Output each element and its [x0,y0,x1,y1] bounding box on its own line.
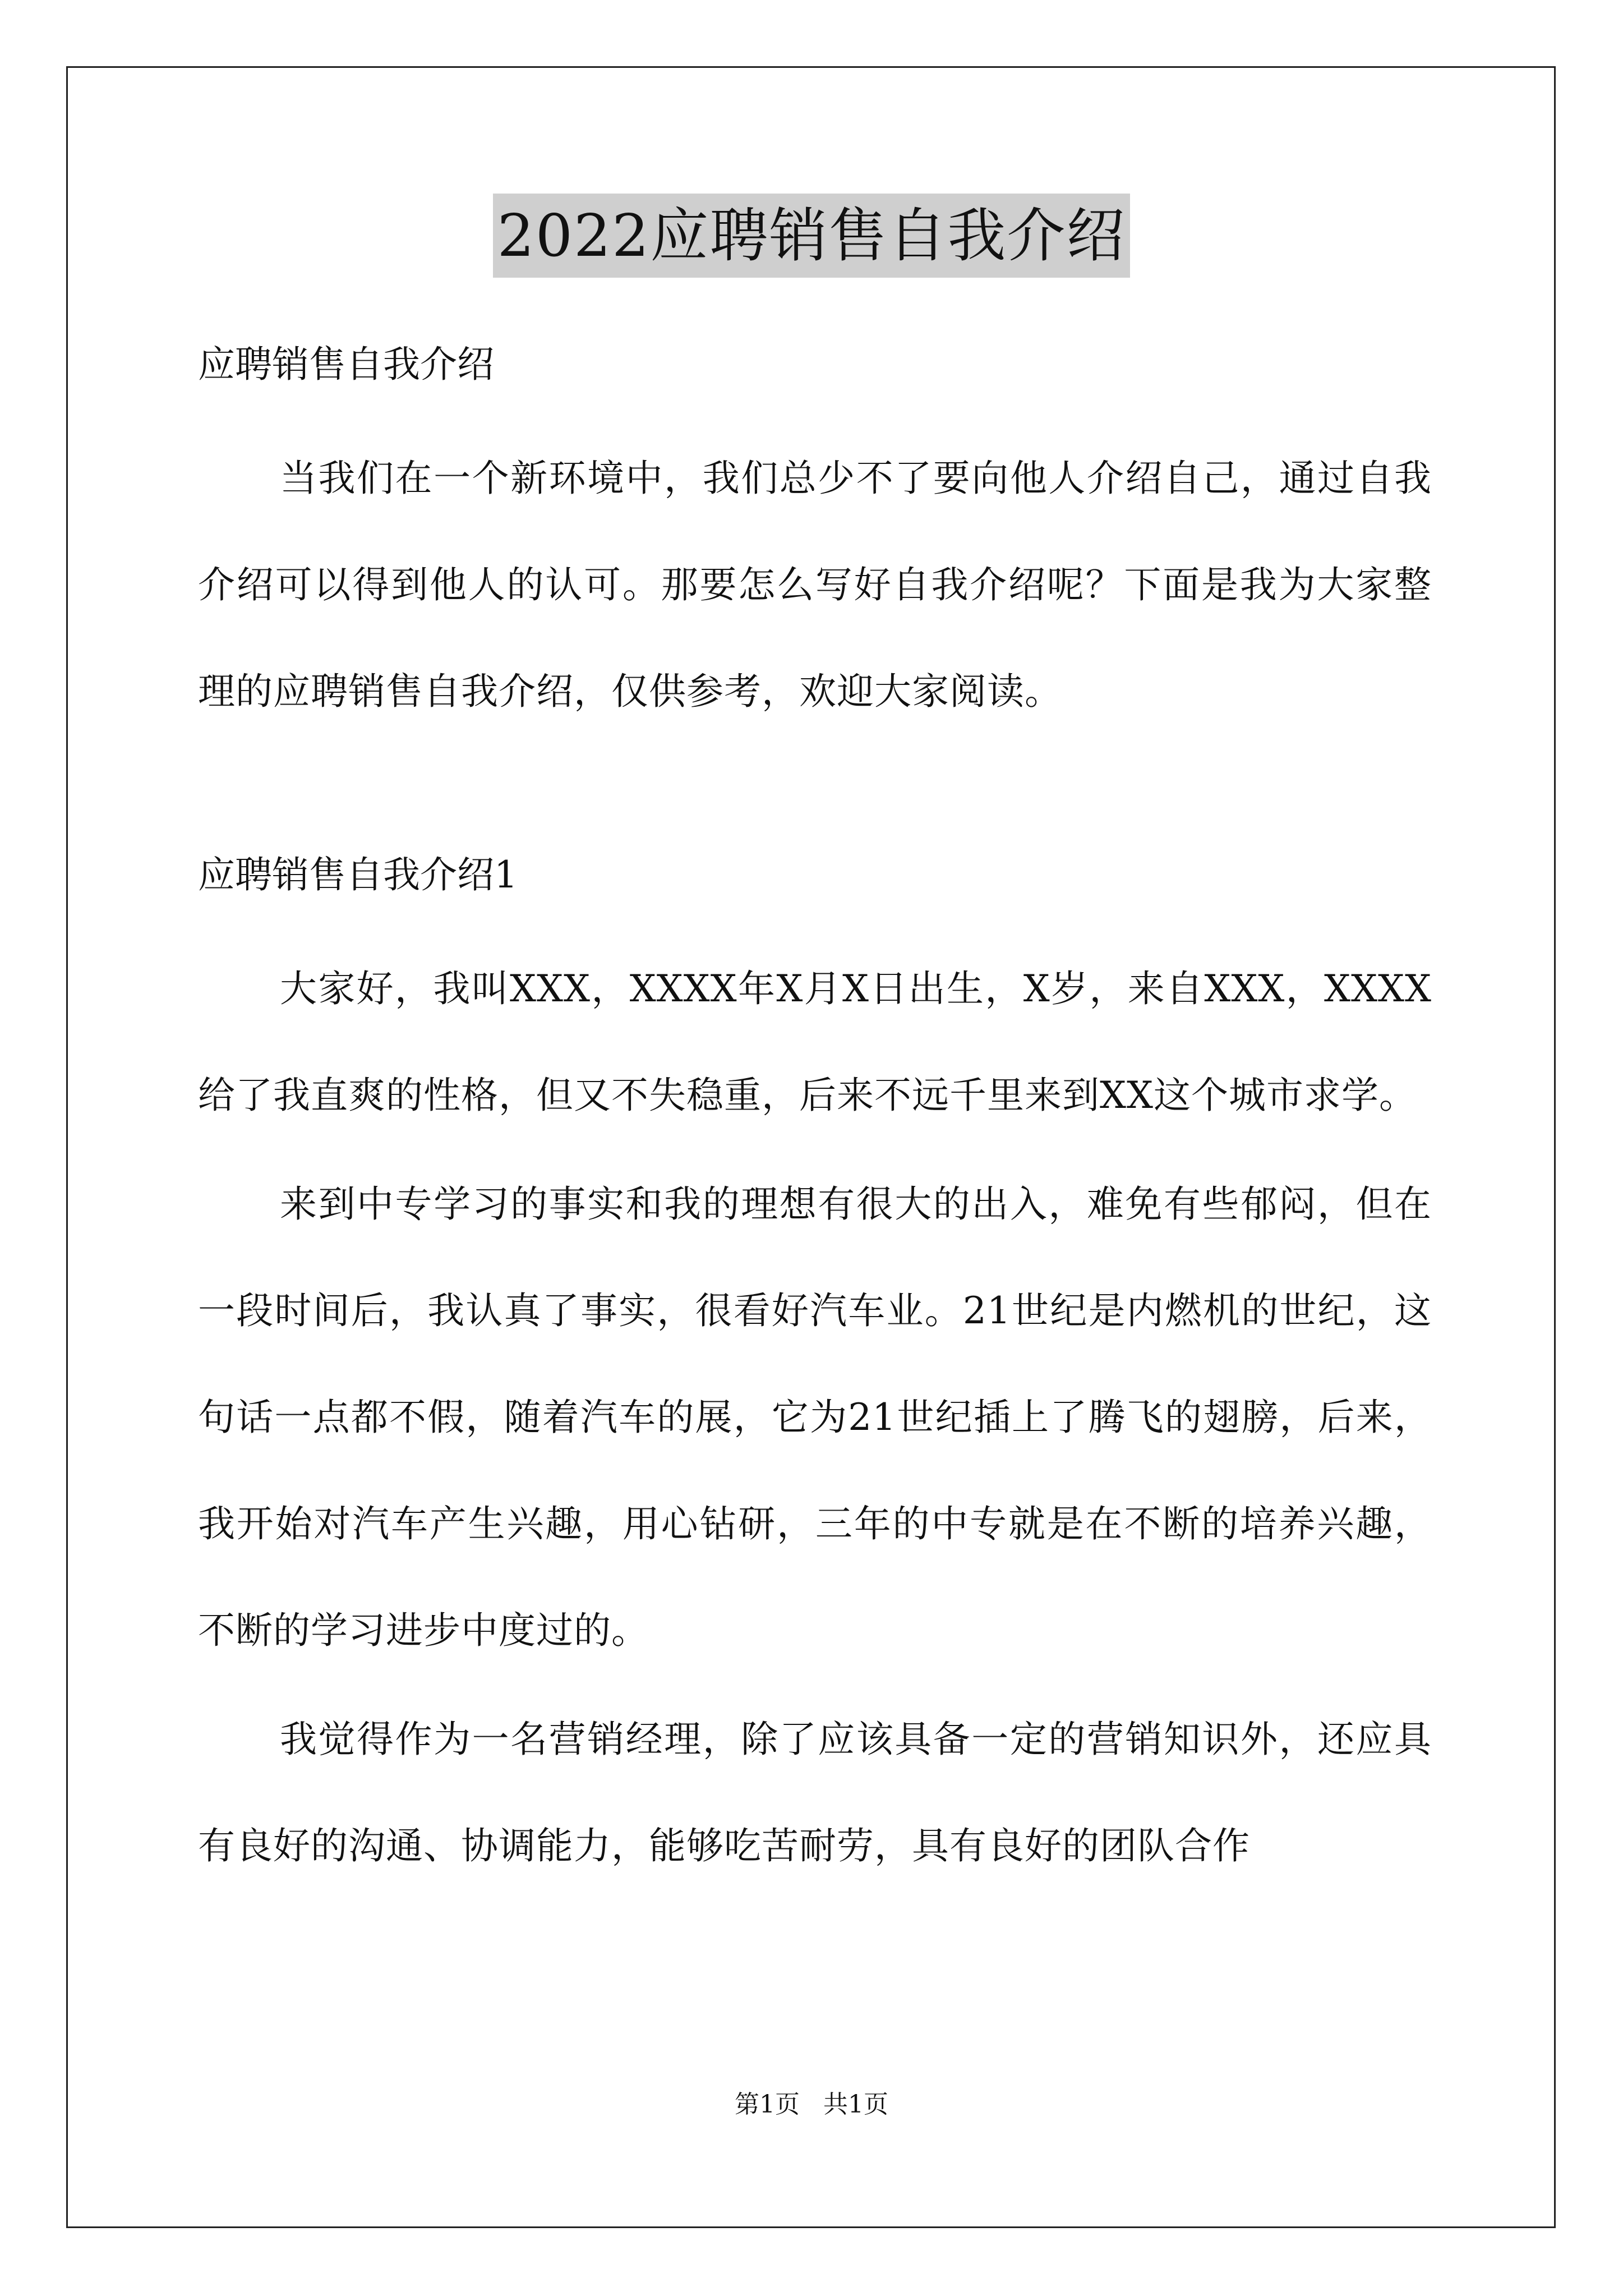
page-footer: 第1页 共1页 [735,2090,888,2119]
intro-paragraph: 当我们在一个新环境中，我们总少不了要向他人介绍自己，通过自我介绍可以得到他人的认可。那要怎么写好自我介绍呢？下面是我为大家整理的应聘销售自我介绍，仅供参考，欢迎大家阅读。 [198,457,1432,713]
document-body [198,337,1432,1899]
title-block [0,194,1623,278]
document-title: 2022应聘销售自我介绍 [493,194,1131,278]
intro-heading: 应聘销售自我介绍 [198,343,494,386]
section1-paragraph-2: 来到中专学习的事实和我的理想有很大的出入，难免有些郁闷，但在一段时间后，我认真了事实，很看好汽车业。21世纪是内燃机的世纪，这句话一点都不假，随着汽车的展，它为21世纪插上了腾飞的翅膀，后来，我开始对汽车产生兴趣，用心钻研，三年的中专就是在不断的培养兴趣，不断的学习进步中度过的。 [198,1182,1432,1652]
section1-paragraph-1: 大家好，我叫XXX，XXXX年X月X日出生，X岁，来自XXX，XXXX给了我直爽的性格，但又不失稳重，后来不远千里来到XX这个城市求学。 [198,967,1432,1117]
section-spacer [198,745,1432,847]
section1-heading: 应聘销售自我介绍1 [198,853,518,896]
section1-paragraph-3: 我觉得作为一名营销经理，除了应该具备一定的营销知识外，还应具有良好的沟通、协调能力，能够吃苦耐劳，具有良好的团队合作 [198,1718,1432,1867]
